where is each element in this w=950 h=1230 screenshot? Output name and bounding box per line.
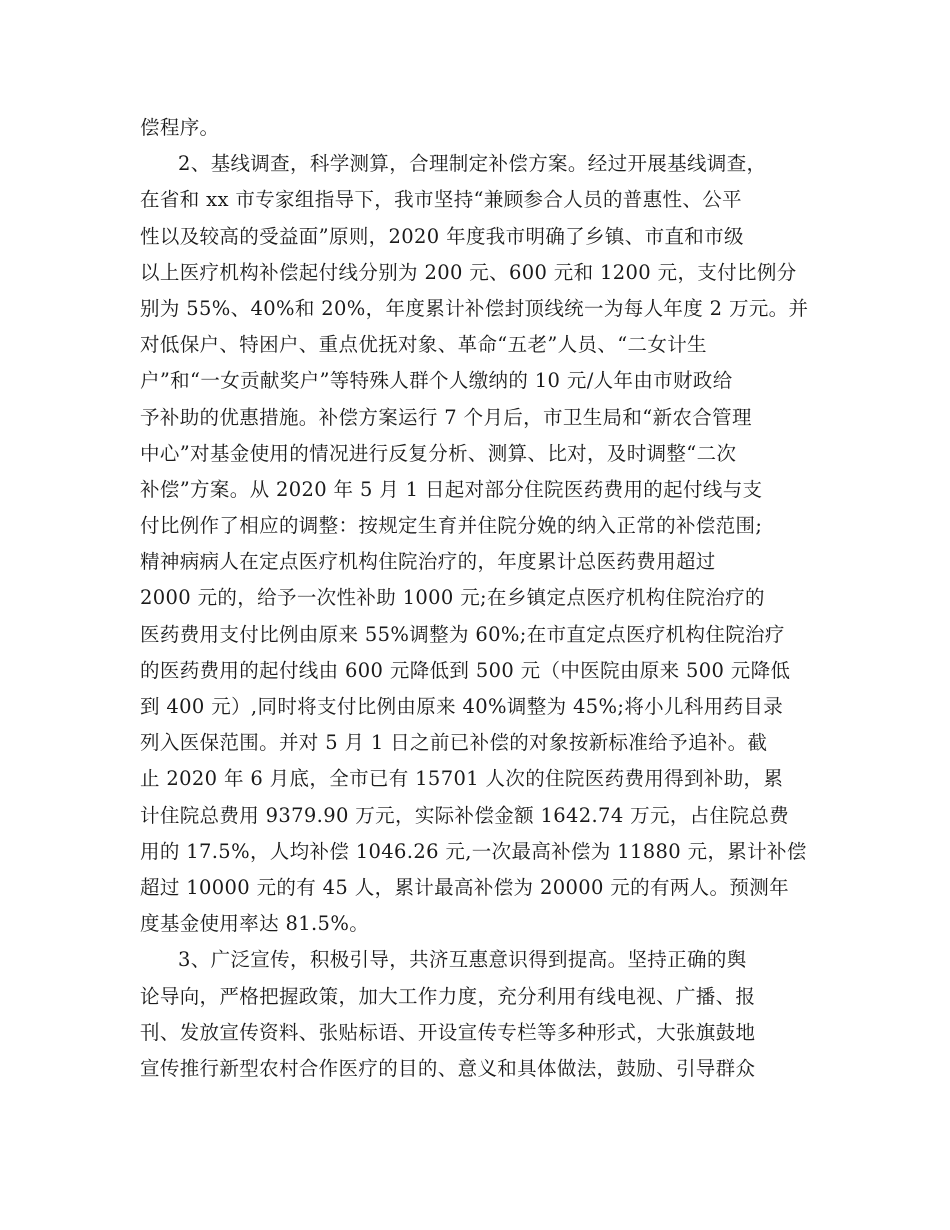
text-line: 度基金使用率达 81.5%。: [140, 912, 370, 936]
text-line: 用的 17.5%，人均补偿 1046.26 元,一次最高补偿为 11880 元，累计补偿: [140, 839, 807, 863]
text-line: 户”和“一女贡献奖户”等特殊人群个人缴纳的 10 元/人年由市财政给: [140, 369, 733, 393]
body-text: [140, 110, 820, 1087]
text-line: 论导向，严格把握政策，加大工作力度，充分利用有线电视、广播、报: [140, 984, 756, 1008]
text-line: 列入医保范围。并对 5 月 1 日之前已补偿的对象按新标准给予追补。截: [140, 731, 768, 755]
paragraph-first-line: 3、广泛宣传，积极引导，共济互惠意识得到提高。坚持正确的舆: [178, 948, 747, 972]
text-line: 宣传推行新型农村合作医疗的目的、意义和具体做法，鼓励、引导群众: [140, 1056, 756, 1080]
text-line: 付比例作了相应的调整：按规定生育并住院分娩的纳入正常的补偿范围;: [140, 514, 763, 538]
text-line: 的医药费用的起付线由 600 元降低到 500 元（中医院由原来 500 元降低: [140, 658, 791, 682]
text-line: 止 2020 年 6 月底，全市已有 15701 人次的住院医药费用得到补助，累: [140, 767, 784, 791]
text-line: 补偿”方案。从 2020 年 5 月 1 日起对部分住院医药费用的起付线与支: [140, 477, 763, 501]
text-line: 计住院总费用 9379.90 万元，实际补偿金额 1642.74 万元，占住院总费: [140, 803, 789, 827]
text-line: 性以及较高的受益面”原则，2020 年度我市明确了乡镇、市直和市级: [140, 224, 744, 248]
text-line: 别为 55%、40%和 20%，年度累计补偿封顶线统一为每人年度 2 万元。并: [140, 296, 809, 320]
text-line: 精神病病人在定点医疗机构住院治疗的，年度累计总医药费用超过: [140, 550, 716, 574]
text-line: 刊、发放宣传资料、张贴标语、开设宣传专栏等多种形式，大张旗鼓地: [140, 1020, 756, 1044]
text-line: 在省和 xx 市专家组指导下，我市坚持“兼顾参合人员的普惠性、公平: [140, 188, 742, 212]
text-line: 偿程序。: [140, 116, 220, 139]
text-line: 对低保户、特困户、重点优抚对象、革命“五老”人员、“二女计生: [140, 333, 707, 357]
text-line: 到 400 元）,同时将支付比例由原来 40%调整为 45%;将小儿科用药目录: [140, 695, 784, 718]
text-line: 超过 10000 元的有 45 人，累计最高补偿为 20000 元的有两人。预测年: [140, 875, 789, 899]
text-line: 医药费用支付比例由原来 55%调整为 60%;在市直定点医疗机构住院治疗: [140, 622, 785, 646]
text-line: 2000 元的，给予一次性补助 1000 元;在乡镇定点医疗机构住院治疗的: [140, 586, 765, 610]
text-line: 中心”对基金使用的情况进行反复分析、测算、比对，及时调整“二次: [140, 441, 737, 465]
text-line: 予补助的优惠措施。补偿方案运行 7 个月后，市卫生局和“新农合管理: [140, 405, 752, 429]
paragraph-first-line: 2、基线调查，科学测算，合理制定补偿方案。经过开展基线调查，: [178, 152, 767, 176]
text-line: 以上医疗机构补偿起付线分别为 200 元、600 元和 1200 元，支付比例分: [140, 260, 797, 284]
